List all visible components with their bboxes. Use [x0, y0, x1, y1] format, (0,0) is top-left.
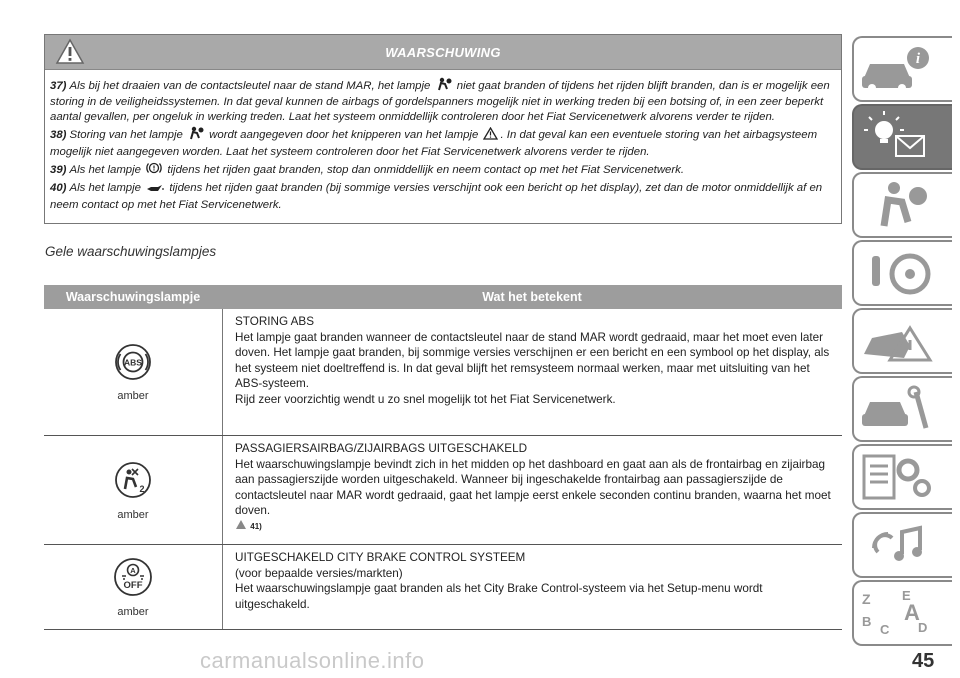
- warning-triangle-icon: [235, 520, 247, 533]
- watermark: carmanualsonline.info: [200, 648, 425, 673]
- svg-text:E: E: [902, 588, 911, 603]
- tab-maintenance[interactable]: [852, 376, 952, 442]
- row-body: Het lampje gaat branden wanneer de contactsleutel naar de stand MAR wordt gedraaid, maar het moet even later doven. Het lampje gaat branden, bij sommige versies verschijnen er een bericht en een symbool op het display, als het systeem niet doeltreffend is. In dat geval blijft het remsysteem normaal werken, maar met uitsluiting van het ABS-systeem.: [235, 330, 830, 391]
- oil-pressure-icon: [146, 183, 164, 197]
- warning-box: [44, 34, 842, 224]
- abs-warning-icon: [114, 343, 152, 386]
- warning-item-40: 40) Als het lampje tijdens het rijden gaat branden (bij sommige versies verschijnt ook een bericht op het display), zet dan de motor onmiddellijk af en neem contact op met het Fiat Servicenetwerk.: [50, 182, 823, 211]
- section-title: Gele waarschuwingslampjes: [45, 244, 217, 259]
- table-row: [44, 545, 842, 630]
- warning-lights-icon: [854, 155, 946, 172]
- airbag-warning-icon: [436, 77, 452, 95]
- airbag-warning-icon: [188, 126, 204, 144]
- row-body: (voor bepaalde versies/markten): [235, 566, 403, 580]
- emergency-icon: [854, 359, 946, 376]
- warning-triangle-icon: [483, 127, 498, 144]
- reference-number: 41): [250, 522, 262, 532]
- tab-car-info[interactable]: [852, 36, 952, 102]
- row-title: PASSAGIERSAIRBAG/ZIJAIRBAGS UITGESCHAKELD: [235, 442, 528, 455]
- svg-text:OFF: OFF: [123, 579, 143, 591]
- warning-body: [45, 70, 841, 212]
- maintenance-icon: [854, 427, 946, 444]
- tab-starting-driving[interactable]: [852, 240, 952, 306]
- row-body: Het waarschuwingslampje bevindt zich in het midden op het dashboard en gaat aan als de frontairbag en zijairbag aan passagierszijde worden uitgeschakeld. Wanneer bij ingeschakelde frontairbag aan passagierszijde de contactsleutel naar MAR wordt gedraaid, gaat het lampje eerst enkele seconden continu branden, waarna het moet doven.: [235, 457, 831, 518]
- warning-item-38: 38) Storing van het lampje wordt aangegeven door het knipperen van het lampje . In dat geval kan een eventuele storing van het airbagsysteem mogelijk niet aangegeven worden. Laat het systeem controleren door het Fiat Servicenetwerk alvorens verder te rijden.: [50, 126, 836, 159]
- warning-header: [45, 35, 841, 70]
- starting-driving-icon: [854, 291, 946, 308]
- brake-warning-icon: [146, 161, 162, 179]
- passenger-airbag-off-icon: [114, 460, 152, 505]
- svg-text:2: 2: [139, 483, 145, 494]
- svg-text:A: A: [904, 600, 920, 625]
- safety-icon: [854, 223, 946, 240]
- tab-emergency[interactable]: [852, 308, 952, 374]
- table-row: [44, 436, 842, 545]
- svg-text:i: i: [915, 51, 921, 67]
- technical-data-icon: [854, 495, 946, 512]
- multimedia-icon: [854, 563, 946, 580]
- svg-text:Z: Z: [862, 591, 871, 607]
- tab-technical-data[interactable]: [852, 444, 952, 510]
- car-info-icon: [854, 51, 946, 104]
- color-label: amber: [117, 389, 149, 402]
- row-title: STORING ABS: [235, 315, 315, 328]
- tab-index[interactable]: [852, 580, 952, 646]
- row-body: Het waarschuwingslampje gaat branden als het City Brake Control-systeem via het Setup-menu wordt uitgeschakeld.: [235, 582, 763, 611]
- index-icon: [854, 588, 946, 648]
- column-header-lamp: Waarschuwingslampje: [65, 290, 201, 304]
- svg-text:C: C: [880, 622, 890, 637]
- svg-text:A: A: [130, 565, 136, 575]
- warning-title: WAARSCHUWING: [385, 45, 501, 60]
- color-label: amber: [117, 508, 149, 521]
- row-title: UITGESCHAKELD CITY BRAKE CONTROL SYSTEEM: [235, 551, 526, 564]
- warning-item-39: 39) Als het lampje tijdens het rijden gaat branden, stop dan onmiddellijk en neem contact op met het Fiat Servicenetwerk.: [50, 161, 836, 179]
- column-header-meaning: Wat het betekent: [482, 290, 582, 304]
- tab-multimedia[interactable]: [852, 512, 952, 578]
- color-label: amber: [117, 605, 149, 618]
- row-body: Rijd zeer voorzichtig wendt u zo snel mogelijk tot het Fiat Servicenetwerk.: [235, 392, 616, 406]
- city-brake-off-icon: [113, 557, 153, 602]
- table-header: [44, 285, 842, 309]
- tab-safety[interactable]: [852, 172, 952, 238]
- svg-text:B: B: [862, 614, 872, 629]
- tab-warning-lights[interactable]: [852, 104, 952, 170]
- warning-lights-table: [44, 285, 842, 630]
- svg-text:ABS: ABS: [124, 357, 142, 367]
- svg-text:D: D: [918, 620, 928, 635]
- table-row: [44, 309, 842, 436]
- warning-item-37: 37) Als bij het draaien van de contactsleutel naar de stand MAR, het lampje niet gaat branden of tijdens het rijden blijft branden, dan is er mogelijk een storing in de veiligheidssystemen. In dat geval kunnen de airbags of gordelspanners mogelijk niet in werking treden bij een botsing of, in een zeer beperkt aantal gevallen, per ongeluk in werking treden. Laat het systeem onmiddellijk controleren door het Fiat Servicenetwerk alvorens verder te rijden.: [50, 77, 836, 124]
- page-number: 45: [912, 650, 935, 672]
